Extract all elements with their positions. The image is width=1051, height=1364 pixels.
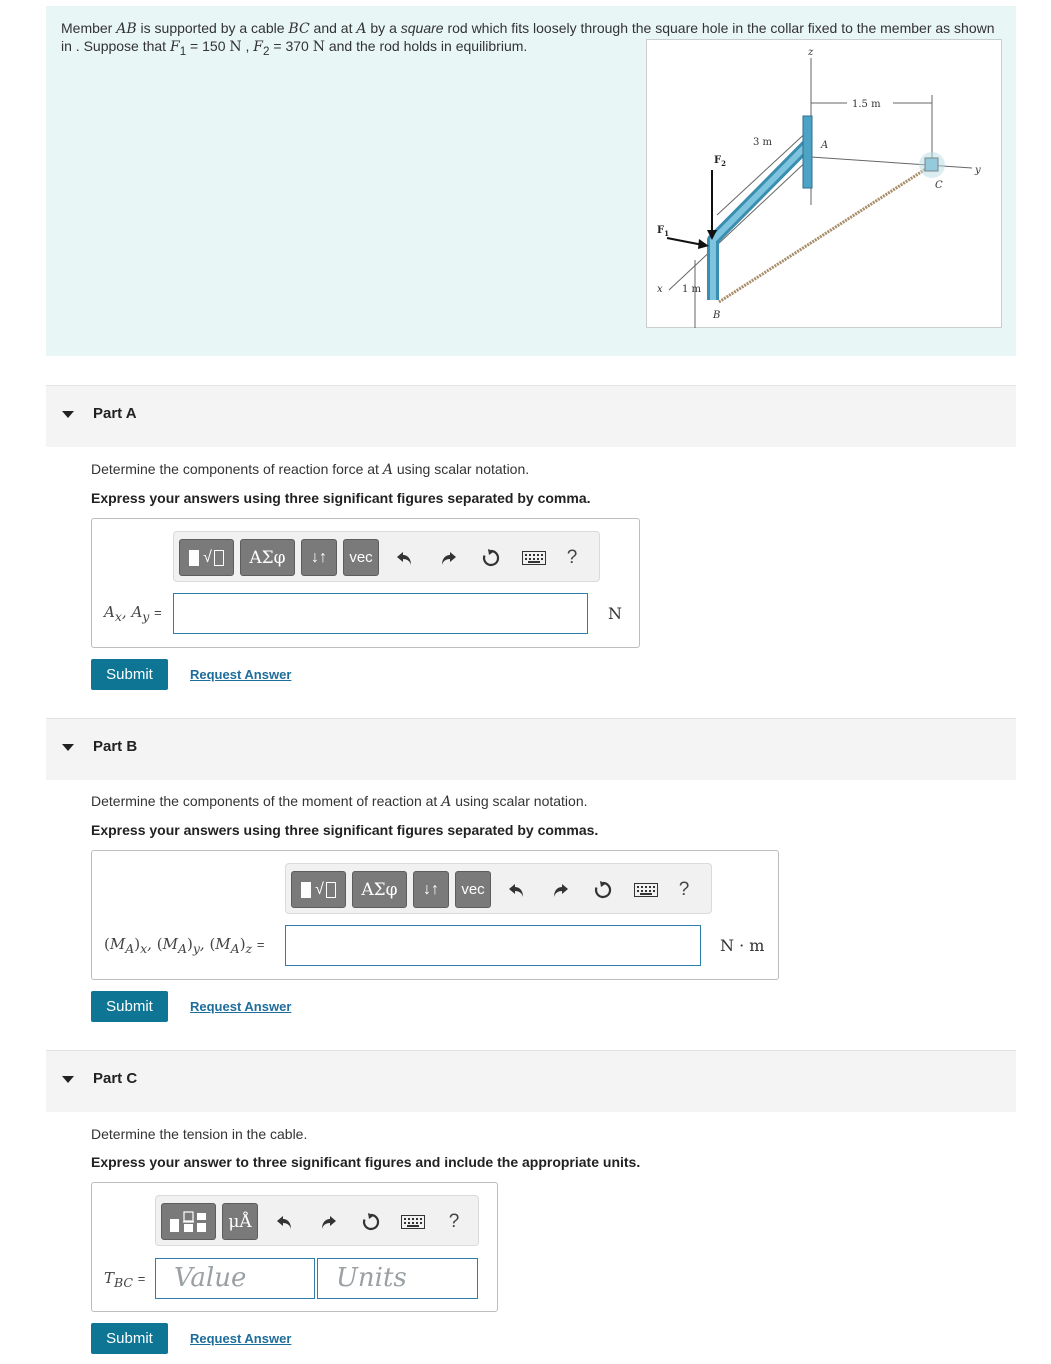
part-a-header[interactable] xyxy=(46,385,1016,447)
figure-dim-3m: 3 m xyxy=(753,137,773,148)
keyboard-icon[interactable] xyxy=(631,876,661,904)
problem-text: Member AB is supported by a cable BC and at A by a square rod which fits loosely through the square hole in the collar fixed to the member as shown in . Suppose that $F_1 = 150$ N , $F_2 = 370$ N and the rod holds in equilibrium. xyxy=(61,20,995,58)
figure-label-C: C xyxy=(935,180,943,191)
part-b-answer-box xyxy=(91,850,779,980)
arrows-button[interactable]: ↓↑ xyxy=(413,871,449,908)
templates-label: √ xyxy=(315,880,324,898)
part-c-toolbar xyxy=(155,1195,479,1246)
part-a-unit: N xyxy=(608,604,622,623)
redo-icon[interactable] xyxy=(434,544,462,572)
greek-button[interactable]: ΑΣφ xyxy=(240,539,295,576)
help-icon[interactable]: ? xyxy=(678,879,690,900)
part-c-instruction: Determine the tension in the cable. xyxy=(91,1126,308,1142)
figure-label-F1: $F_1$ xyxy=(657,225,669,238)
figure-label-B: B xyxy=(713,310,721,321)
problem-figure xyxy=(646,39,1002,328)
part-a-title: Part A xyxy=(93,405,137,422)
part-b-instruction: Determine the components of the moment of reaction at A using scalar notation. xyxy=(91,793,588,810)
part-c-value-input[interactable]: Value xyxy=(155,1258,315,1299)
part-c-submit-button[interactable]: Submit xyxy=(91,1323,168,1354)
part-b-answer-input[interactable] xyxy=(285,925,701,966)
part-c-header[interactable] xyxy=(46,1050,1016,1112)
figure-dim-1m: 1 m xyxy=(682,284,702,295)
part-a-answer-label: $A_x$, $A_y$ = xyxy=(104,603,162,624)
figure-label-A: A xyxy=(821,140,829,151)
template-square-icon xyxy=(189,550,199,566)
undo-icon[interactable] xyxy=(271,1208,299,1236)
problem-statement xyxy=(46,6,1016,356)
part-c-request-answer-link[interactable]: Request Answer xyxy=(190,1331,292,1346)
part-a-answer-box xyxy=(91,518,640,648)
figure-dim-1-5m: 1.5 m xyxy=(852,99,881,110)
part-a-bold-instruction: Express your answers using three significant figures separated by comma. xyxy=(91,490,591,506)
part-a-submit-button[interactable]: Submit xyxy=(91,659,168,690)
part-b-unit: N · m xyxy=(720,936,765,955)
help-icon[interactable]: ? xyxy=(566,547,578,568)
greek-button[interactable]: ΑΣφ xyxy=(352,871,407,908)
units-button[interactable]: μÅ xyxy=(222,1203,258,1240)
template-box-icon xyxy=(326,882,336,898)
figure-label-z: z xyxy=(808,47,814,58)
templates-button[interactable] xyxy=(291,871,346,908)
part-b-toolbar xyxy=(285,863,712,914)
reset-icon[interactable] xyxy=(589,876,617,904)
undo-icon[interactable] xyxy=(503,876,531,904)
part-c-answer-label: $T_{BC}$ = xyxy=(104,1269,146,1290)
part-c-title: Part C xyxy=(93,1070,138,1087)
fraction-template-icon xyxy=(168,1210,210,1234)
reset-icon[interactable] xyxy=(357,1208,385,1236)
redo-icon[interactable] xyxy=(546,876,574,904)
vec-button[interactable]: vec xyxy=(455,871,491,908)
part-c-units-input[interactable]: Units xyxy=(317,1258,478,1299)
collapse-triangle-icon[interactable] xyxy=(62,1076,74,1083)
templates-button[interactable] xyxy=(179,539,234,576)
part-b-bold-instruction: Express your answers using three significant figures separated by commas. xyxy=(91,822,599,838)
part-a-request-answer-link[interactable]: Request Answer xyxy=(190,667,292,682)
part-b-answer-label: $(M_A)_x$, $(M_A)_y$, $(M_A)_z$ = xyxy=(104,935,265,956)
part-b-header[interactable] xyxy=(46,718,1016,780)
vec-button[interactable]: vec xyxy=(343,539,379,576)
fraction-template-button[interactable] xyxy=(161,1203,216,1240)
figure-label-x: x xyxy=(657,284,663,295)
part-a-instruction: Determine the components of reaction force at A using scalar notation. xyxy=(91,461,530,478)
collapse-triangle-icon[interactable] xyxy=(62,744,74,751)
part-a-toolbar xyxy=(173,531,600,582)
help-icon[interactable]: ? xyxy=(448,1211,460,1232)
templates-label: √ xyxy=(203,548,212,566)
arrows-button[interactable]: ↓↑ xyxy=(301,539,337,576)
collapse-triangle-icon[interactable] xyxy=(62,411,74,418)
figure-label-F2: $F_2$ xyxy=(714,155,726,168)
part-b-title: Part B xyxy=(93,738,138,755)
figure-svg xyxy=(647,40,1003,329)
template-box-icon xyxy=(214,550,224,566)
keyboard-icon[interactable] xyxy=(398,1208,428,1236)
part-c-answer-box xyxy=(91,1182,498,1312)
part-a-answer-input[interactable] xyxy=(173,593,588,634)
part-c-bold-instruction: Express your answer to three significant figures and include the appropriate units. xyxy=(91,1154,641,1170)
part-b-submit-button[interactable]: Submit xyxy=(91,991,168,1022)
figure-label-y: y xyxy=(975,165,981,176)
redo-icon[interactable] xyxy=(314,1208,342,1236)
reset-icon[interactable] xyxy=(477,544,505,572)
undo-icon[interactable] xyxy=(391,544,419,572)
part-b-request-answer-link[interactable]: Request Answer xyxy=(190,999,292,1014)
template-square-icon xyxy=(301,882,311,898)
keyboard-icon[interactable] xyxy=(519,544,549,572)
